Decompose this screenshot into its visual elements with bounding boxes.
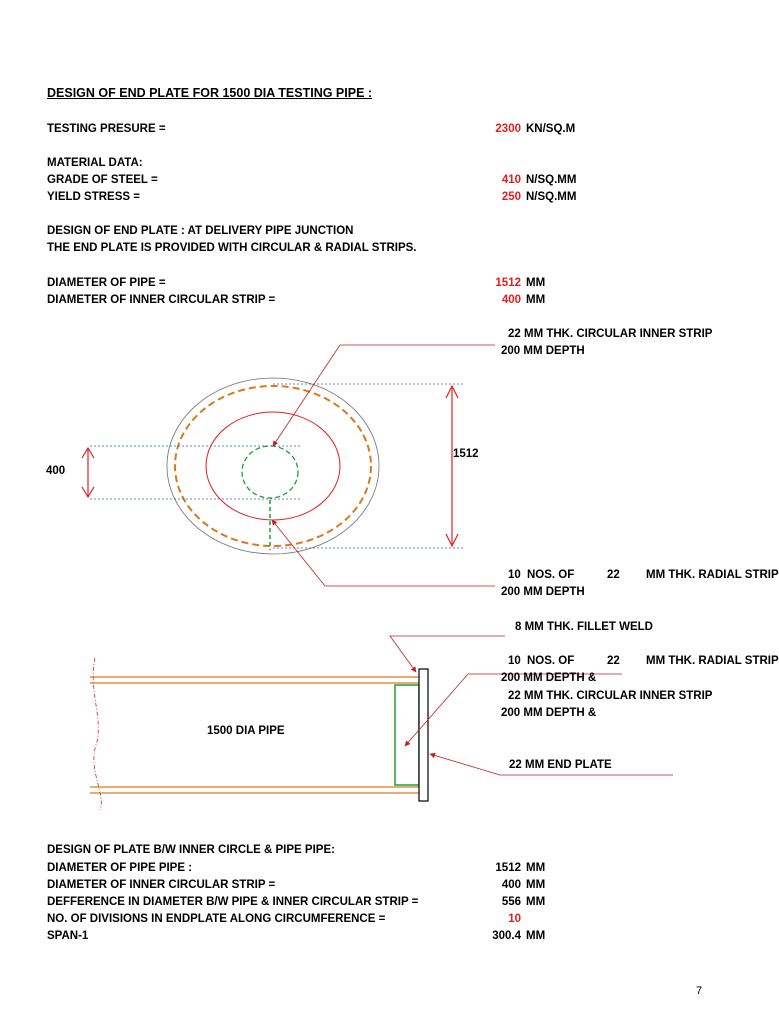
yield-unit: N/SQ.MM — [526, 191, 577, 203]
pipe-dashed-circle — [175, 386, 371, 546]
plate-bw-row-value: 1512 — [495, 862, 521, 874]
pipe-elevation-view — [90, 636, 673, 810]
end-plate-plan-view — [82, 345, 495, 586]
radial-desc: MM THK. RADIAL STRIP — [646, 569, 779, 581]
grade-value: 410 — [501, 174, 521, 186]
grade-unit: N/SQ.MM — [526, 174, 577, 186]
pipe-dia-value: 1512 — [495, 277, 521, 289]
dim-400-label: 400 — [46, 465, 66, 477]
plate-bw-row-label: DEFFERENCE IN DIAMETER B/W PIPE & INNER CIRCULAR STRIP = — [47, 896, 419, 908]
radial2-depth: 200 MM DEPTH & — [501, 672, 597, 684]
inner-dia-label: DIAMETER OF INNER CIRCULAR STRIP = — [47, 294, 276, 306]
yield-value: 250 — [501, 191, 521, 203]
fillet-weld-callout: 8 MM THK. FILLET WELD — [515, 621, 653, 633]
circular-strip-callout: 22 MM THK. CIRCULAR INNER STRIP — [508, 328, 713, 340]
end-plate-callout: 22 MM END PLATE — [509, 759, 612, 771]
plate-bw-row-label: SPAN-1 — [47, 930, 89, 942]
plate-bw-row-value: 400 — [501, 879, 521, 891]
yield-label: YIELD STRESS = — [47, 191, 140, 203]
radial-thk: 22 — [607, 569, 620, 581]
page-number: 7 — [696, 985, 703, 997]
dim-1512-label: 1512 — [453, 448, 479, 460]
plate-bw-heading: DESIGN OF PLATE B/W INNER CIRCLE & PIPE PIPE: — [47, 844, 335, 856]
page-title: DESIGN OF END PLATE FOR 1500 DIA TESTING PIPE : — [47, 86, 373, 100]
plate-bw-row-value: 10 — [508, 913, 521, 925]
inner-dia-unit: MM — [526, 294, 546, 306]
plate-bw-row-unit: MM — [526, 896, 546, 908]
radial-depth: 200 MM DEPTH — [501, 586, 585, 598]
plate-bw-row-label: DIAMETER OF PIPE PIPE : — [47, 862, 193, 874]
radial-count: 10 — [508, 569, 521, 581]
testing-pressure-unit: KN/SQ.M — [526, 123, 576, 135]
plate-bw-row-value: 300.4 — [492, 930, 521, 942]
end-plate-rect — [419, 669, 428, 801]
circ2-callout: 22 MM THK. CIRCULAR INNER STRIP — [508, 690, 713, 702]
circ2-depth: 200 MM DEPTH & — [501, 707, 597, 719]
inner-dia-value: 400 — [501, 294, 521, 306]
radial2-count: 10 — [508, 655, 521, 667]
plate-bw-row-label: NO. OF DIVISIONS IN ENDPLATE ALONG CIRCUMFERENCE = — [47, 913, 386, 925]
plate-bw-row-unit: MM — [526, 879, 546, 891]
radial-nos: NOS. OF — [527, 569, 575, 581]
plate-bw-row-label: DIAMETER OF INNER CIRCULAR STRIP = — [47, 879, 276, 891]
plate-bw-row-value: 556 — [501, 896, 521, 908]
pipe-dia-label: DIAMETER OF PIPE = — [47, 277, 166, 289]
plate-bw-row-unit: MM — [526, 862, 546, 874]
pipe-label: 1500 DIA PIPE — [207, 725, 285, 737]
outer-pipe-circle — [167, 378, 379, 554]
end-plate-heading: DESIGN OF END PLATE : AT DELIVERY PIPE JUNCTION — [47, 225, 354, 237]
radial2-thk: 22 — [607, 655, 620, 667]
inner-circular-strip-circle — [206, 412, 340, 520]
radial2-nos: NOS. OF — [527, 655, 575, 667]
pipe-dia-unit: MM — [526, 277, 546, 289]
plate-bw-row-unit: MM — [526, 930, 546, 942]
grade-label: GRADE OF STEEL = — [47, 174, 158, 186]
testing-pressure-label: TESTING PRESURE = — [47, 123, 166, 135]
testing-pressure-value: 2300 — [495, 123, 521, 135]
inner-strip-rect — [395, 685, 419, 785]
radial2-desc: MM THK. RADIAL STRIP — [646, 655, 779, 667]
circular-strip-depth: 200 MM DEPTH — [501, 345, 585, 357]
center-dashed-circle — [242, 446, 298, 498]
material-heading: MATERIAL DATA: — [47, 157, 143, 169]
end-plate-note: THE END PLATE IS PROVIDED WITH CIRCULAR & RADIAL STRIPS. — [47, 242, 417, 254]
